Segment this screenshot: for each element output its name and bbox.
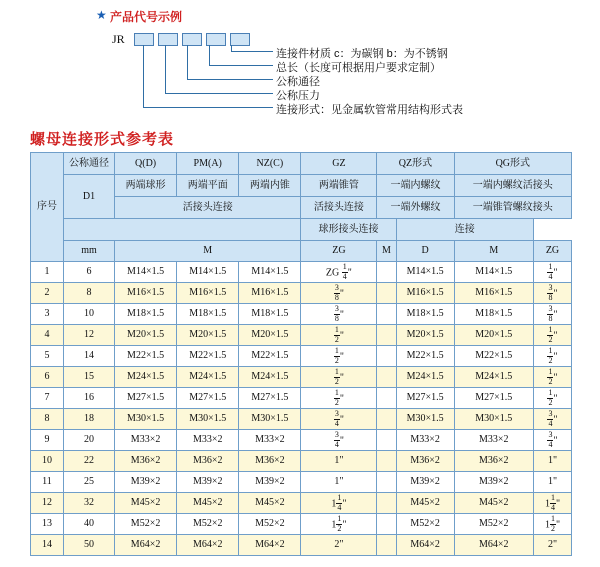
- product-code-legend: [0, 0, 600, 120]
- header-dn-unit: mm: [64, 241, 115, 262]
- table-row: [31, 535, 572, 556]
- leader-line-h2: [209, 65, 273, 66]
- header-shape-1: 两端平面: [177, 175, 239, 197]
- cell-gz: $\frac{3}{4}$ ": [301, 430, 377, 451]
- table-row: [31, 472, 572, 493]
- cell-pm: M33×2: [177, 430, 239, 451]
- cell-qg-m: M39×2: [454, 472, 533, 493]
- cell-q: M20×1.5: [115, 325, 177, 346]
- legend-item-pressure: 公称压力: [276, 90, 320, 102]
- cell-dn: 16: [64, 388, 115, 409]
- cell-q: M14×1.5: [115, 262, 177, 283]
- cell-qg-zg: $\frac{1}{2}$ ": [533, 388, 571, 409]
- cell-qz-m: [377, 535, 396, 556]
- cell-qg-m: M30×1.5: [454, 409, 533, 430]
- cell-qz-m: [377, 493, 396, 514]
- header-join-4: 球形接头连接: [301, 219, 396, 241]
- cell-qg-m: M36×2: [454, 451, 533, 472]
- leader-line-h4: [165, 93, 273, 94]
- cell-nz: M45×2: [239, 493, 301, 514]
- header-join-5: 连接: [396, 219, 533, 241]
- table-row: [31, 388, 572, 409]
- table-header: [31, 153, 572, 262]
- cell-gz: 1 $\frac{1}{2}$ ": [301, 514, 377, 535]
- cell-qz-m: [377, 346, 396, 367]
- cell-gz: $\frac{1}{2}$ ": [301, 325, 377, 346]
- cell-seq: 8: [31, 409, 64, 430]
- cell-gz: $\frac{3}{8}$ ": [301, 304, 377, 325]
- cell-gz: ZG $\frac{1}{4}$ ": [301, 262, 377, 283]
- cell-gz: 1": [301, 451, 377, 472]
- header-group-code-3: GZ: [301, 153, 377, 175]
- cell-pm: M30×1.5: [177, 409, 239, 430]
- cell-qz-m: [377, 472, 396, 493]
- table-row: [31, 451, 572, 472]
- header-group-code-1: PM(A): [177, 153, 239, 175]
- leader-line-h1: [231, 51, 273, 52]
- cell-qz-m: [377, 367, 396, 388]
- cell-qg-m: M20×1.5: [454, 325, 533, 346]
- cell-qz-m: [377, 262, 396, 283]
- table-row: [31, 325, 572, 346]
- cell-q: M36×2: [115, 451, 177, 472]
- cell-qz-m: [377, 430, 396, 451]
- leader-line-v4: [209, 45, 210, 65]
- cell-qz-m: [377, 304, 396, 325]
- cell-qz-d: M14×1.5: [396, 262, 454, 283]
- header-thread-m: M: [115, 241, 301, 262]
- cell-pm: M16×1.5: [177, 283, 239, 304]
- cell-qg-m: M24×1.5: [454, 367, 533, 388]
- header-group-code-0: Q(D): [115, 153, 177, 175]
- legend-item-length: 总长（长度可根据用户要求定制）: [276, 62, 441, 74]
- header-group-code-5: QG形式: [454, 153, 571, 175]
- cell-q: M27×1.5: [115, 388, 177, 409]
- cell-q: M52×2: [115, 514, 177, 535]
- cell-dn: 15: [64, 367, 115, 388]
- cell-gz: $\frac{3}{4}$ ": [301, 409, 377, 430]
- cell-dn: 10: [64, 304, 115, 325]
- cell-qg-m: M52×2: [454, 514, 533, 535]
- cell-qg-zg: $\frac{1}{4}$ ": [533, 262, 571, 283]
- header-dn-sub: D1: [64, 175, 115, 219]
- cell-seq: 5: [31, 346, 64, 367]
- cell-qz-m: [377, 388, 396, 409]
- cell-dn: 32: [64, 493, 115, 514]
- cell-qz-d: M39×2: [396, 472, 454, 493]
- header-thread-zg: ZG: [301, 241, 377, 262]
- cell-seq: 13: [31, 514, 64, 535]
- cell-qz-d: M30×1.5: [396, 409, 454, 430]
- table-row: [31, 346, 572, 367]
- cell-qg-m: M18×1.5: [454, 304, 533, 325]
- cell-seq: 1: [31, 262, 64, 283]
- cell-qg-zg: $\frac{1}{2}$ ": [533, 325, 571, 346]
- header-thread-5a: M: [454, 241, 533, 262]
- cell-q: M30×1.5: [115, 409, 177, 430]
- cell-qz-m: [377, 283, 396, 304]
- cell-dn: 18: [64, 409, 115, 430]
- table-row: [31, 283, 572, 304]
- header-shape-2: 两端内锥: [239, 175, 301, 197]
- cell-pm: M36×2: [177, 451, 239, 472]
- cell-pm: M14×1.5: [177, 262, 239, 283]
- legend-item-connection: 连接形式：见金属软管常用结构形式表: [276, 104, 463, 116]
- cell-seq: 11: [31, 472, 64, 493]
- cell-pm: M27×1.5: [177, 388, 239, 409]
- cell-q: M33×2: [115, 430, 177, 451]
- cell-gz: 1 $\frac{1}{4}$ ": [301, 493, 377, 514]
- cell-qg-m: M22×1.5: [454, 346, 533, 367]
- cell-qz-d: M20×1.5: [396, 325, 454, 346]
- cell-seq: 7: [31, 388, 64, 409]
- cell-gz: $\frac{1}{2}$ ": [301, 388, 377, 409]
- cell-gz: 1": [301, 472, 377, 493]
- cell-nz: M39×2: [239, 472, 301, 493]
- code-box-5: [230, 33, 250, 46]
- cell-qz-d: M64×2: [396, 535, 454, 556]
- cell-qz-d: M22×1.5: [396, 346, 454, 367]
- cell-qz-d: M33×2: [396, 430, 454, 451]
- header-shape2-4: 一端外螺纹: [377, 197, 454, 219]
- cell-qg-zg: 1": [533, 472, 571, 493]
- code-boxes: [134, 33, 250, 46]
- cell-qg-m: M27×1.5: [454, 388, 533, 409]
- header-join-3: 活接头连接: [301, 197, 377, 219]
- cell-dn: 25: [64, 472, 115, 493]
- header-thread-4b: D: [396, 241, 454, 262]
- cell-seq: 14: [31, 535, 64, 556]
- cell-q: M39×2: [115, 472, 177, 493]
- header-seq: 序号: [31, 153, 64, 262]
- cell-nz: M33×2: [239, 430, 301, 451]
- cell-qz-d: M18×1.5: [396, 304, 454, 325]
- cell-gz: 2": [301, 535, 377, 556]
- cell-qz-d: M52×2: [396, 514, 454, 535]
- cell-dn: 22: [64, 451, 115, 472]
- legend-item-material: 连接件材质 c：为碳钢 b：为不锈钢: [276, 48, 448, 60]
- cell-nz: M64×2: [239, 535, 301, 556]
- cell-qz-d: M24×1.5: [396, 367, 454, 388]
- cell-seq: 10: [31, 451, 64, 472]
- cell-qg-m: M64×2: [454, 535, 533, 556]
- cell-gz: $\frac{1}{2}$ ": [301, 367, 377, 388]
- cell-qz-m: [377, 451, 396, 472]
- cell-qg-m: M33×2: [454, 430, 533, 451]
- code-box-1: [134, 33, 154, 46]
- table-row: [31, 262, 572, 283]
- cell-nz: M52×2: [239, 514, 301, 535]
- cell-nz: M22×1.5: [239, 346, 301, 367]
- cell-pm: M24×1.5: [177, 367, 239, 388]
- header-dn-label: 公称通径: [64, 153, 115, 175]
- cell-seq: 4: [31, 325, 64, 346]
- cell-nz: M27×1.5: [239, 388, 301, 409]
- cell-pm: M20×1.5: [177, 325, 239, 346]
- header-group-code-2: NZ(C): [239, 153, 301, 175]
- cell-qg-m: M45×2: [454, 493, 533, 514]
- header-group-code-4: QZ形式: [377, 153, 454, 175]
- legend-item-diameter: 公称通径: [276, 76, 320, 88]
- cell-qz-m: [377, 325, 396, 346]
- code-box-2: [158, 33, 178, 46]
- cell-qz-d: M16×1.5: [396, 283, 454, 304]
- leader-line-v2: [165, 45, 166, 93]
- cell-dn: 12: [64, 325, 115, 346]
- section-title: 螺母连接形式参考表: [30, 131, 175, 148]
- table-body: [31, 262, 572, 556]
- cell-seq: 6: [31, 367, 64, 388]
- cell-nz: M18×1.5: [239, 304, 301, 325]
- cell-gz: $\frac{3}{8}$ ": [301, 283, 377, 304]
- cell-dn: 14: [64, 346, 115, 367]
- cell-nz: M24×1.5: [239, 367, 301, 388]
- cell-seq: 12: [31, 493, 64, 514]
- cell-qg-zg: $\frac{1}{2}$ ": [533, 346, 571, 367]
- header-blank-join: [64, 219, 301, 241]
- code-prefix: JR: [112, 32, 125, 46]
- star-icon: ★: [96, 8, 107, 22]
- cell-qg-zg: 1 $\frac{1}{2}$ ": [533, 514, 571, 535]
- cell-nz: M36×2: [239, 451, 301, 472]
- header-thread-5b: ZG: [533, 241, 571, 262]
- header-shape2-5: 一端锥管螺纹接头: [454, 197, 571, 219]
- cell-nz: M14×1.5: [239, 262, 301, 283]
- table-row: [31, 493, 572, 514]
- cell-pm: M52×2: [177, 514, 239, 535]
- cell-qz-m: [377, 409, 396, 430]
- header-thread-4a: M: [377, 241, 396, 262]
- cell-nz: M20×1.5: [239, 325, 301, 346]
- cell-qz-d: M36×2: [396, 451, 454, 472]
- cell-q: M22×1.5: [115, 346, 177, 367]
- header-join-0: 活接头连接: [115, 197, 301, 219]
- cell-qg-zg: $\frac{3}{8}$ ": [533, 283, 571, 304]
- legend-title: 产品代号示例: [110, 10, 183, 24]
- leader-line-h5: [143, 107, 273, 108]
- table-row: [31, 430, 572, 451]
- code-box-3: [182, 33, 202, 46]
- cell-nz: M30×1.5: [239, 409, 301, 430]
- cell-q: M16×1.5: [115, 283, 177, 304]
- cell-seq: 2: [31, 283, 64, 304]
- cell-qz-m: [377, 514, 396, 535]
- cell-nz: M16×1.5: [239, 283, 301, 304]
- leader-line-v3: [187, 45, 188, 79]
- cell-qg-zg: $\frac{3}{4}$ ": [533, 409, 571, 430]
- cell-pm: M45×2: [177, 493, 239, 514]
- nut-connection-table: [30, 152, 572, 556]
- header-shape-5: 一端内螺纹活接头: [454, 175, 571, 197]
- cell-qg-zg: 1 $\frac{1}{4}$ ": [533, 493, 571, 514]
- table-row: [31, 367, 572, 388]
- cell-q: M18×1.5: [115, 304, 177, 325]
- cell-qg-m: M16×1.5: [454, 283, 533, 304]
- cell-pm: M64×2: [177, 535, 239, 556]
- header-shape-3: 两端锥管: [301, 175, 377, 197]
- cell-dn: 6: [64, 262, 115, 283]
- cell-q: M24×1.5: [115, 367, 177, 388]
- cell-qg-zg: $\frac{3}{8}$ ": [533, 304, 571, 325]
- table-row: [31, 304, 572, 325]
- cell-qg-zg: $\frac{1}{2}$ ": [533, 367, 571, 388]
- cell-qg-zg: 1": [533, 451, 571, 472]
- leader-line-h3: [187, 79, 273, 80]
- cell-dn: 40: [64, 514, 115, 535]
- cell-pm: M39×2: [177, 472, 239, 493]
- leader-line-v1: [143, 45, 144, 107]
- cell-seq: 9: [31, 430, 64, 451]
- cell-q: M45×2: [115, 493, 177, 514]
- table-row: [31, 514, 572, 535]
- cell-qz-d: M27×1.5: [396, 388, 454, 409]
- cell-dn: 8: [64, 283, 115, 304]
- cell-seq: 3: [31, 304, 64, 325]
- cell-q: M64×2: [115, 535, 177, 556]
- cell-pm: M22×1.5: [177, 346, 239, 367]
- cell-qz-d: M45×2: [396, 493, 454, 514]
- cell-gz: $\frac{1}{2}$ ": [301, 346, 377, 367]
- cell-pm: M18×1.5: [177, 304, 239, 325]
- cell-dn: 20: [64, 430, 115, 451]
- cell-dn: 50: [64, 535, 115, 556]
- header-shape-0: 两端球形: [115, 175, 177, 197]
- cell-qg-m: M14×1.5: [454, 262, 533, 283]
- table-row: [31, 409, 572, 430]
- cell-qg-zg: 2": [533, 535, 571, 556]
- cell-qg-zg: $\frac{3}{4}$ ": [533, 430, 571, 451]
- header-shape-4: 一端内螺纹: [377, 175, 454, 197]
